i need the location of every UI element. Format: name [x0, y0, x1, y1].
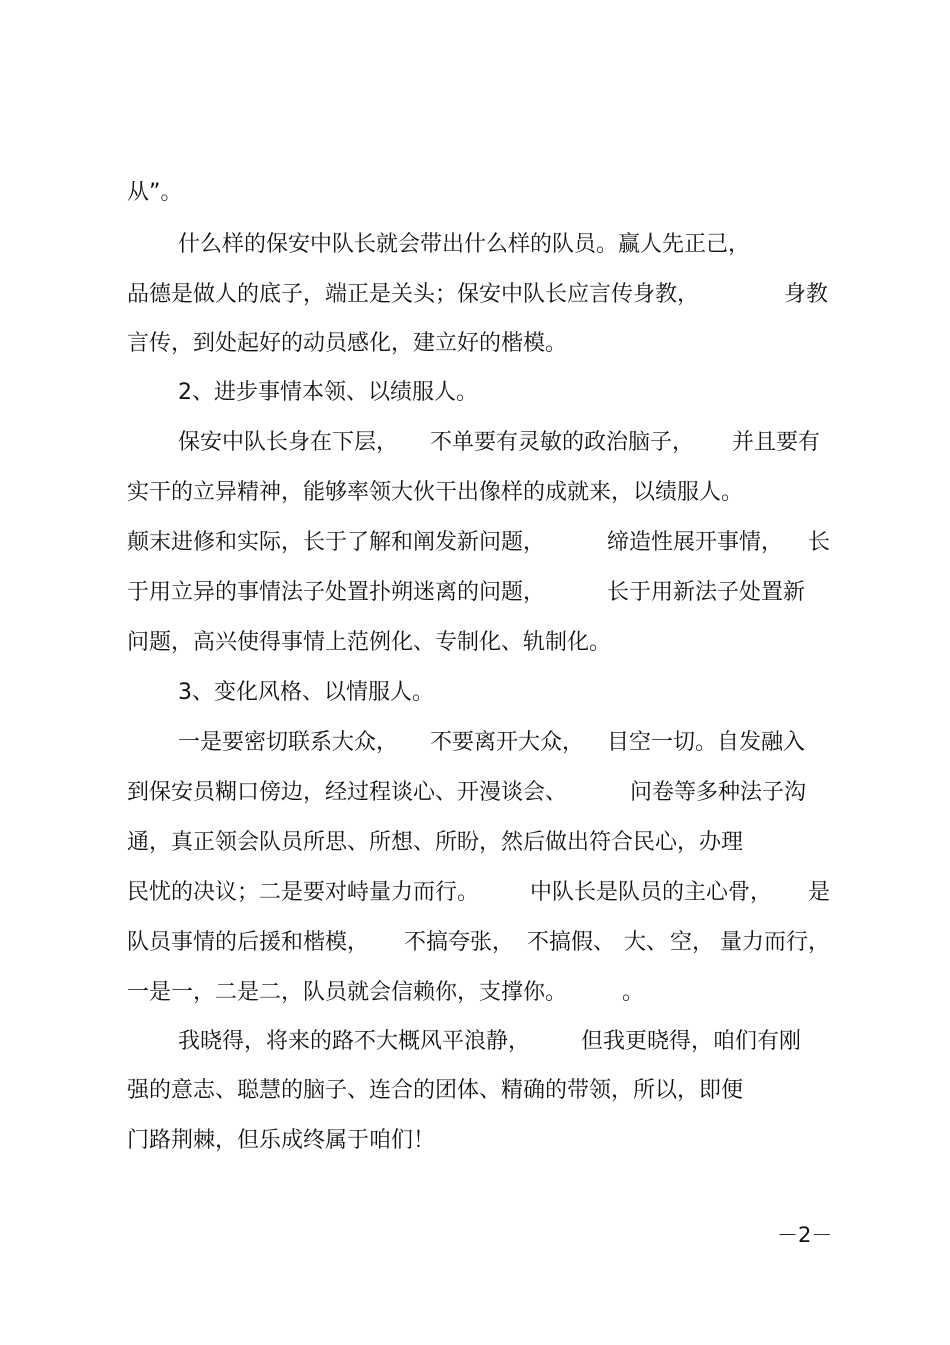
text-line: 我晓得，将来的路不大概风平浪静， [178, 1029, 531, 1054]
text-line: 不单要有灵敏的政治脑子， [430, 430, 695, 455]
text-line: 从”。 [127, 180, 183, 205]
section-heading: 2、进步事情本领、以绩服人。 [178, 380, 478, 405]
page-number: －2－ [777, 1223, 833, 1247]
text-line: 言传，到处起好的动员感化，建立好的楷模。 [127, 331, 568, 356]
text-line: 什么样的保安中队长就会带出什么样的队员。赢人先正己， [178, 232, 751, 257]
text-line: 量力而行， [720, 930, 831, 955]
section-heading: 3、变化风格、以情服人。 [178, 680, 434, 705]
text-line: 门路荆棘，但乐成终属于咱们！ [127, 1128, 436, 1153]
text-line: 中队长是队员的主心骨， [530, 880, 773, 905]
text-line: 并且要有 [732, 430, 821, 455]
text-line: 不要离开大众， [430, 730, 585, 755]
text-line: 问题，高兴使得事情上范例化、专制化、轨制化。 [127, 630, 612, 655]
text-line: 一是一，二是二，队员就会信赖你，支撑你。 [127, 980, 568, 1005]
text-line: 不搞假、 [527, 930, 616, 955]
text-line: 长 [808, 530, 831, 555]
text-line: 但我更晓得，咱们有刚 [581, 1029, 802, 1054]
text-line: 通，真正领会队员所思、所想、所盼，然后做出符合民心，办理 [127, 830, 744, 855]
text-line: 空， [670, 930, 715, 955]
text-line: 目空一切。自发融入 [607, 730, 806, 755]
text-line: 大、 [624, 930, 669, 955]
text-line: 一是要密切联系大众， [178, 730, 399, 755]
text-line: 民忧的决议；二是要对峙量力而行。 [127, 880, 480, 905]
text-line: 于用立异的事情法子处置扑朔迷离的问题， [127, 580, 546, 605]
text-line: 是 [808, 880, 831, 905]
text-line: 品德是做人的底子，端正是关头；保安中队长应言传身教， [127, 282, 700, 307]
text-line: 。 [622, 980, 645, 1005]
text-line: 强的意志、聪慧的脑子、连合的团体、精确的带领，所以，即便 [127, 1078, 744, 1103]
text-line: 保安中队长身在下层， [178, 430, 399, 455]
text-line: 长于用新法子处置新 [607, 580, 806, 605]
text-line: 队员事情的后援和楷模， [127, 930, 370, 955]
text-line: 不搞夸张， [404, 930, 515, 955]
text-line: 到保安员糊口傍边，经过程谈心、开漫谈会、 [127, 780, 568, 805]
text-line: 实干的立异精神，能够率领大伙干出像样的成就来，以绩服人。 [127, 480, 744, 505]
text-line: 颠末进修和实际，长于了解和阐发新问题， [127, 530, 546, 555]
text-line: 问卷等多种法子沟 [630, 780, 807, 805]
text-line: 身教 [784, 282, 829, 307]
text-line: 缔造性展开事情， [607, 530, 784, 555]
